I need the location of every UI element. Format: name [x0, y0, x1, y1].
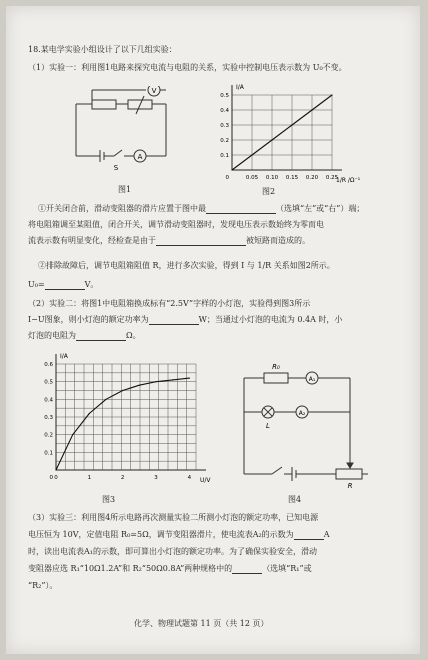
i-u-curve: [56, 378, 189, 470]
figure-1-circuit: [66, 86, 186, 176]
part3-line4: 变阻器应选 R₁“10Ω1.2A”和 R₂“50Ω0.8A”两种规格中的 （选填“R₁”或: [28, 564, 312, 573]
data-point: [72, 434, 73, 435]
i-vs-inverse-r-line: [232, 95, 332, 170]
data-point: [311, 109, 312, 110]
lamp-label: L: [266, 422, 270, 430]
x-tick-label: 1: [87, 475, 92, 481]
p1-line4: ②排除故障后，调节电阻箱阻值 R，进行多次实验，得到 I 与 1/R 关系如图2所示。: [38, 261, 335, 270]
data-point: [231, 169, 232, 170]
x-tick-label: 3: [154, 475, 158, 481]
y-tick-label: 0.2: [44, 432, 53, 439]
data-point: [251, 154, 252, 155]
exam-page: [6, 6, 420, 654]
p1-line5: U₀= V。: [28, 280, 99, 289]
y-tick-label: 0.2: [220, 138, 229, 144]
p1-line1: ①开关闭合前，滑动变阻器的滑片应置于图中最 （选填“左”或“右”）端；: [38, 204, 365, 213]
data-point: [155, 381, 156, 382]
y-tick-label: 0.5: [220, 93, 229, 99]
figure-2-caption: 图2: [262, 187, 276, 196]
question-header: 18.某电学实验小组设计了以下几组实验：: [28, 45, 177, 54]
part3-line2: 电压恒为 10V，定值电阻 R₀=5Ω，调节变阻器滑片，使电流表A₂的示数为 A: [28, 530, 330, 539]
part2-line2: I−U图象，则小灯泡的额定功率为 W；当通过小灯泡的电流为 0.4A 时，小: [28, 315, 343, 324]
y-tick-label: 0.4: [44, 397, 53, 404]
x-tick-label: 0.05: [245, 175, 259, 181]
data-point: [331, 94, 332, 95]
x-axis-label: U/V: [200, 477, 211, 484]
origin-label: 0: [49, 475, 53, 481]
part2-line1: （2）实验二：将图1中电阻箱换成标有“2.5V”字样的小灯泡，实验得到图3所示: [28, 299, 311, 308]
part1-title: （1）实验一：利用图1电路来探究电流与电阻的关系，实验中控制电压表示数为 U₀不变。: [28, 63, 347, 72]
y-tick-label: 0.1: [44, 450, 53, 457]
voltmeter-label: V: [151, 87, 157, 95]
y-axis-label: I/A: [60, 353, 68, 360]
r0-label: R₀: [272, 364, 280, 371]
rheostat-label: R: [347, 482, 353, 488]
ammeter-label: A: [137, 153, 143, 161]
data-point: [291, 124, 292, 125]
y-tick-label: 0.6: [44, 362, 53, 368]
data-point: [189, 378, 190, 379]
a1-label: A₁: [308, 376, 316, 383]
figure-4-circuit: [232, 364, 382, 488]
data-point: [105, 399, 106, 400]
figure-3-caption: 图3: [102, 495, 116, 504]
page-footer: 化学、物理试题第 11 页（共 12 页）: [134, 619, 269, 628]
part3-line5: “R₂”）。: [28, 581, 58, 590]
part2-line3: 灯泡的电阻为 Ω。: [28, 331, 141, 340]
figure-4-caption: 图4: [288, 495, 302, 504]
x-tick-label: 2: [120, 475, 125, 481]
y-tick-label: 0.3: [44, 415, 53, 421]
switch-label: S: [113, 164, 119, 172]
p1-line3: 流表示数有明显变化，经检查是由于 被短路而造成的。: [28, 236, 310, 245]
part3-line3: 时，读出电流表A₁的示数，即可算出小灯泡的额定功率。为了确保实验安全，滑动: [28, 547, 317, 556]
data-point: [172, 379, 173, 380]
x-tick-label: 0.10: [265, 175, 279, 181]
data-point: [271, 139, 272, 140]
x-tick-label: 4: [187, 475, 192, 481]
figure-3-chart: [36, 350, 218, 486]
figure-2-chart: [210, 82, 360, 186]
a2-label: A₂: [298, 410, 306, 417]
figure-1-caption: 图1: [118, 185, 132, 194]
y-tick-label: 0.3: [220, 123, 229, 129]
origin-label: 0: [225, 175, 229, 181]
data-point: [89, 413, 90, 414]
part3-line1: （3）实验三：利用图4所示电路再次测量实验二所测小灯泡的额定功率，已知电源: [28, 513, 319, 522]
x-tick-label: 0.15: [285, 175, 299, 181]
y-tick-label: 0.1: [220, 153, 229, 159]
y-axis-label: I/A: [236, 84, 244, 91]
x-tick-label: 0: [54, 475, 58, 481]
x-tick-label: 0.25: [325, 175, 339, 181]
data-point: [55, 469, 56, 470]
y-tick-label: 0.4: [220, 108, 229, 114]
x-tick-label: 0.20: [305, 175, 319, 181]
x-axis-label: 1/R /Ω⁻¹: [336, 177, 360, 184]
p1-line2: 将电阻箱调至某阻值，闭合开关，调节滑动变阻器时，发现电压表示数始终为零而电: [28, 220, 324, 229]
data-point: [139, 385, 140, 386]
data-point: [122, 390, 123, 391]
y-tick-label: 0.5: [44, 379, 53, 386]
